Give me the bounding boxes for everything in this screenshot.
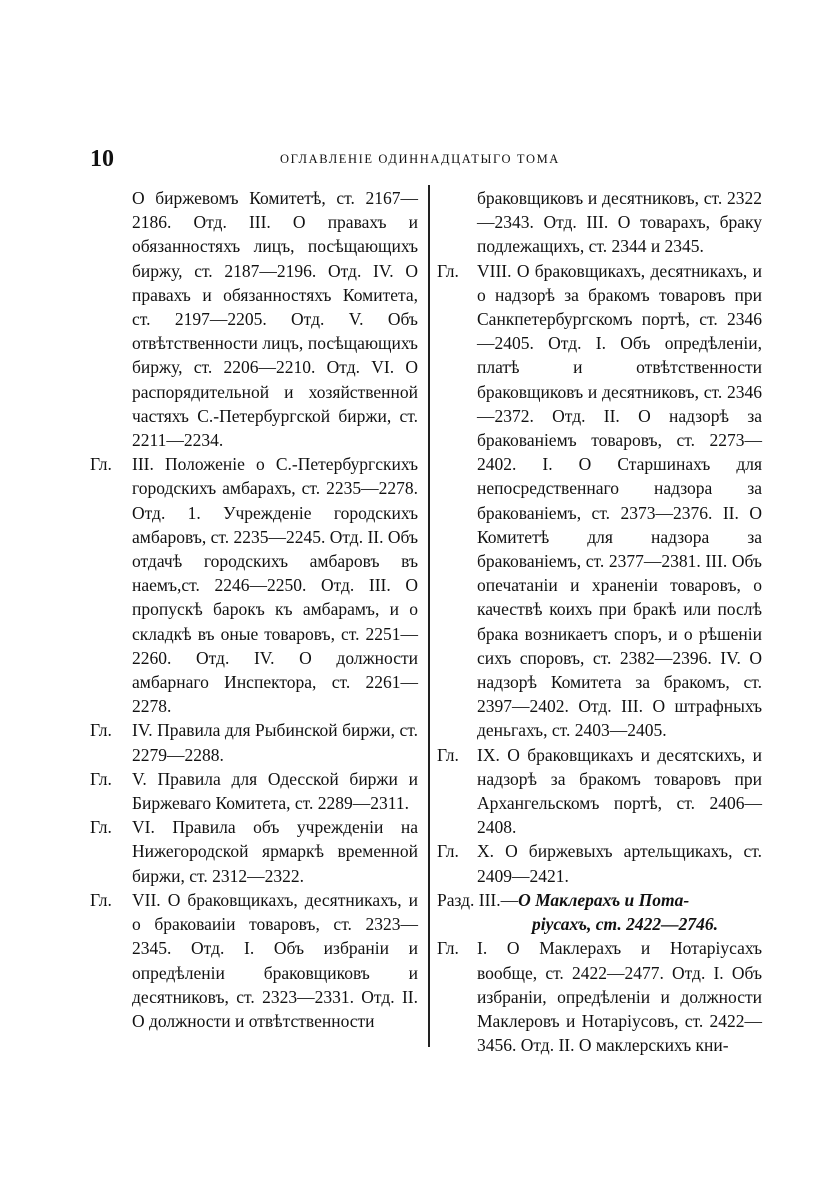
page-number: 10	[90, 146, 114, 172]
toc-entry	[90, 718, 418, 766]
chapter-label: Гл.	[90, 889, 112, 910]
entry-text: VII. О браковщикахъ, десятникахъ, и о браковаиіи товаровъ, ст. 2323—2345. Отд. I. Объ избраніи и опредѣленіи браковщиковъ и десятниковъ, ст. 2323—2331. Отд. II. О должности и отвѣтственности	[132, 889, 418, 1031]
toc-entry	[437, 936, 762, 1057]
chapter-label: Гл.	[437, 841, 459, 862]
entry-text: X. О биржевыхъ артельщикахъ, ст. 2409—2421.	[477, 841, 762, 886]
running-head: ОГЛАВЛЕНІЕ ОДИННАДЦАТЫГО ТОМА	[280, 152, 560, 166]
entry-text: III. Положеніе о С.-Петербургскихъ городскихъ амбарахъ, ст. 2235—2278. Отд. 1. Учрежденіе городскихъ амбаровъ, ст. 2235—2245. Отд. II. Объ отдачѣ городскихъ амбаровъ въ наемъ,ст. 2246—2250. Отд. III. О пропускѣ барокъ къ амбарамъ, и о складкѣ въ оные товаровъ, ст. 2251—2260. Отд. IV. О должности амбарнаго Инспектора, ст. 2261—2278.	[132, 454, 419, 717]
entry-text: I. О Маклерахъ и Нотаріусахъ вообще, ст. 2422—2477. Отд. I. Объ избраніи, опредѣленіи и должности Маклеровъ и Нотаріусовъ, ст. 2422—3456. Отд. II. О маклерскихъ кни-	[477, 938, 762, 1056]
chapter-label: Гл.	[90, 720, 112, 741]
toc-entry	[437, 839, 762, 887]
chapter-label: Гл.	[90, 768, 112, 789]
entry-text: V. Правила для Одесской биржи и Биржеваго Комитета, ст. 2289—2311.	[132, 768, 418, 814]
toc-entry	[437, 259, 762, 743]
toc-entry	[437, 743, 762, 840]
chapter-label: Гл.	[437, 938, 459, 959]
section-title-tail: ріусахъ, ст. 2422—2746.	[532, 914, 718, 935]
section-label: Разд. III.—	[437, 889, 519, 910]
toc-entry	[90, 815, 418, 888]
right-column	[437, 186, 762, 1057]
toc-entry	[90, 767, 418, 815]
right-continuation-text: браковщиковъ и десятниковъ, ст. 2322—2343. Отд. III. О товарахъ, браку подлежащихъ, ст. 2344 и 2345.	[477, 188, 762, 257]
section-heading-line	[437, 888, 762, 912]
toc-entry	[90, 888, 418, 1033]
chapter-label: Гл.	[437, 744, 459, 765]
left-column	[90, 186, 418, 1033]
entry-text: IX. О браковщикахъ и десятскихъ, и надзорѣ за бракомъ товаровъ при Архангельскомъ портѣ, ст. 2406—2408.	[477, 744, 762, 838]
entry-text: IV. Правила для Рыбинской биржи, ст. 2279—2288.	[132, 720, 418, 765]
chapter-label: Гл.	[90, 454, 112, 475]
section-heading	[437, 888, 762, 936]
entry-text: VI. Правила объ учрежденіи на Нижегородской ярмаркѣ временной биржи, ст. 2312—2322.	[132, 817, 418, 886]
chapter-label: Гл.	[90, 817, 112, 838]
section-title: О Маклерахъ и Пота-	[518, 889, 690, 910]
column-divider	[428, 185, 430, 1047]
left-continuation-text: О биржевомъ Комитетѣ, ст. 2167—2186. Отд. III. О правахъ и обязанностяхъ лицъ, посѣщающихъ биржу, ст. 2187—2196. Отд. IV. О правахъ и обязанностяхъ Комитета, ст. 2197—2205. Отд. V. Объ отвѣтственности лицъ, посѣщающихъ биржу, ст. 2206—2210. Отд. VI. О распорядительной и хозяйственной частяхъ С.-Петербургской биржи, ст. 2211—2234.	[132, 188, 418, 451]
entry-text: VIII. О браковщикахъ, десятникахъ, и о надзорѣ за бракомъ товаровъ при Санкпетербургскомъ портѣ, ст. 2346—2405. Отд. I. Объ опредѣленіи, платѣ и отвѣтственности браковщиковъ и десятниковъ, ст. 2346—2372. Отд. II. О надзорѣ за бракованіемъ товаровъ, ст. 2273—2402. I. О Старшинахъ для непосредственнаго надзора за бракованіемъ, ст. 2373—2376. II. О Комитетѣ для надзора за бракованіемъ, ст. 2377—2381. III. Объ опечатаніи и храненіи товаровъ, о качествѣ коихъ при бракѣ или послѣ брака возникаетъ споръ, и о рѣшеніи сихъ споровъ, ст. 2382—2396. IV. О надзорѣ Комитета за бракомъ, ст. 2397—2402. Отд. III. О штрафныхъ деньгахъ, ст. 2403—2405.	[477, 260, 762, 741]
chapter-label: Гл.	[437, 260, 459, 281]
toc-entry	[90, 452, 418, 718]
